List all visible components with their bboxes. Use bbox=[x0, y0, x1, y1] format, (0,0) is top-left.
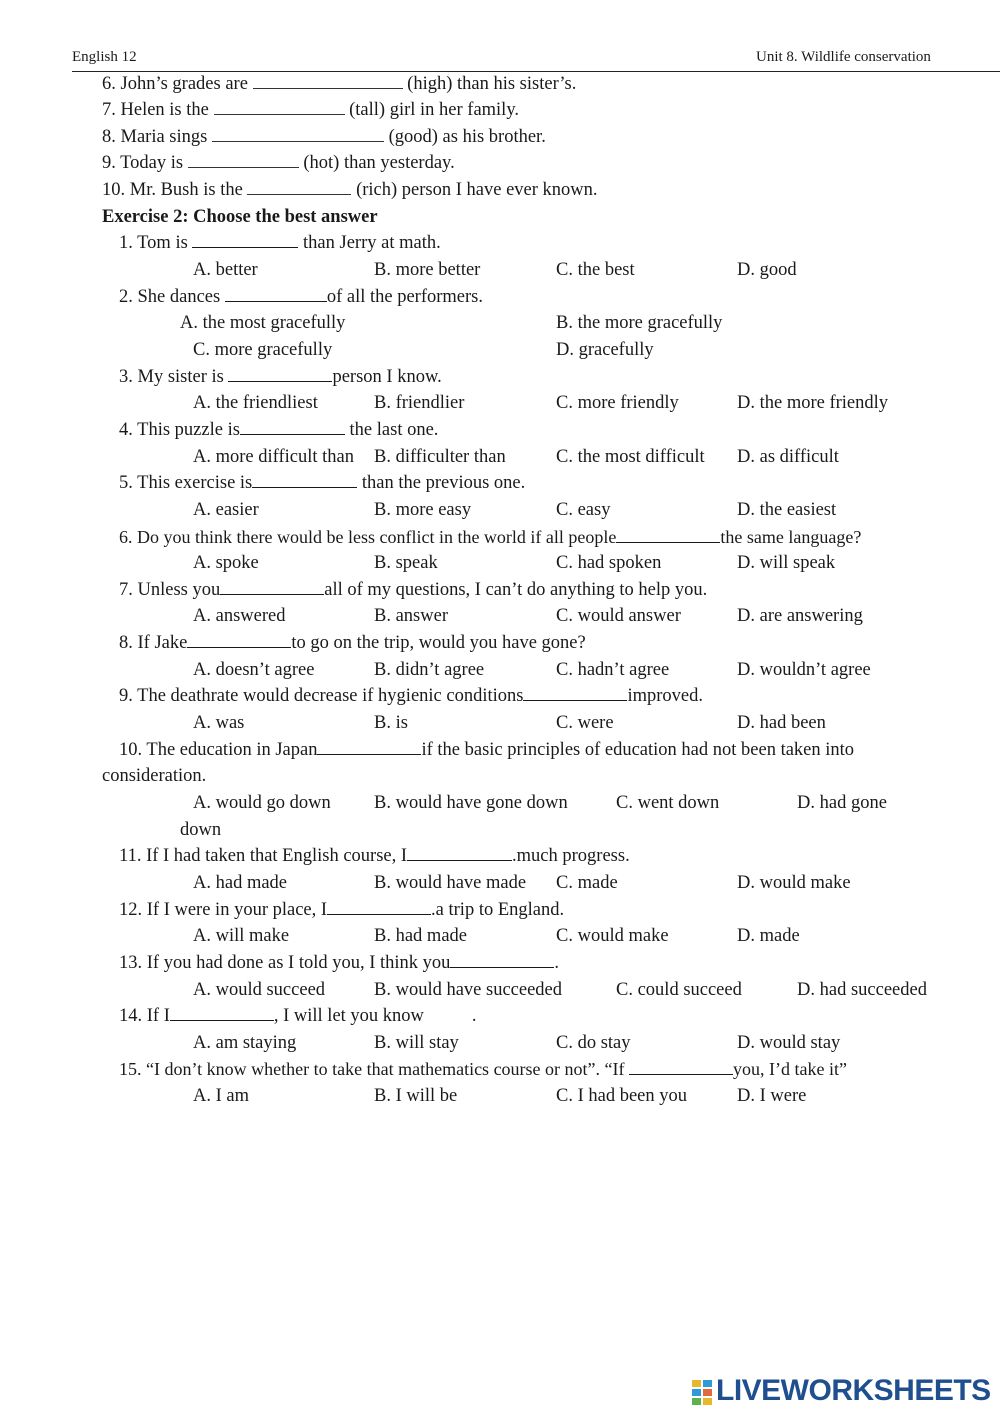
answer-blank[interactable] bbox=[247, 179, 351, 195]
option-c[interactable]: C. easy bbox=[556, 500, 611, 520]
option-c[interactable]: C. do stay bbox=[556, 1033, 631, 1053]
answer-blank[interactable] bbox=[252, 472, 357, 488]
answer-blank[interactable] bbox=[188, 152, 299, 168]
option-b[interactable]: B. I will be bbox=[374, 1086, 458, 1106]
question-5: 5. This exercise is than the previous one. bbox=[119, 473, 526, 493]
question-12: 12. If I were in your place, I .a trip to England. bbox=[119, 900, 565, 920]
option-d-wrap: down bbox=[180, 820, 222, 840]
answer-blank[interactable] bbox=[220, 579, 324, 595]
option-a[interactable]: A. the friendliest bbox=[193, 393, 318, 413]
question-1: 1. Tom is than Jerry at math. bbox=[119, 233, 441, 253]
ex1-item-8: 8. Maria sings (good) as his brother. bbox=[102, 127, 546, 147]
answer-blank[interactable] bbox=[228, 366, 332, 382]
answer-blank[interactable] bbox=[327, 899, 431, 915]
answer-blank[interactable] bbox=[407, 845, 512, 861]
option-c[interactable]: C. were bbox=[556, 713, 614, 733]
option-a[interactable]: A. am staying bbox=[193, 1033, 297, 1053]
answer-blank[interactable] bbox=[214, 99, 345, 115]
question-9: 9. The deathrate would decrease if hygienic conditions improved. bbox=[119, 686, 703, 706]
header-unit: Unit 8. Wildlife conservation bbox=[756, 49, 931, 65]
option-d[interactable]: D. gracefully bbox=[556, 340, 654, 360]
header-divider bbox=[72, 71, 1000, 72]
answer-blank[interactable] bbox=[317, 739, 421, 755]
option-a[interactable]: A. would go down bbox=[193, 793, 331, 813]
option-c[interactable]: C. more gracefully bbox=[193, 340, 333, 360]
option-d[interactable]: D. would stay bbox=[737, 1033, 841, 1053]
option-c[interactable]: C. went down bbox=[616, 793, 720, 813]
question-4: 4. This puzzle is the last one. bbox=[119, 420, 439, 440]
question-14: 14. If I , I will let you know . bbox=[119, 1006, 477, 1026]
question-10: 10. The education in Japan if the basic principles of education had not been taken into bbox=[119, 740, 855, 760]
option-c[interactable]: C. would make bbox=[556, 926, 669, 946]
option-c[interactable]: C. the best bbox=[556, 260, 635, 280]
option-c[interactable]: C. hadn’t agree bbox=[556, 660, 670, 680]
answer-blank[interactable] bbox=[629, 1059, 733, 1075]
option-a[interactable]: A. will make bbox=[193, 926, 290, 946]
answer-blank[interactable] bbox=[170, 1005, 274, 1021]
option-c[interactable]: C. had spoken bbox=[556, 553, 662, 573]
answer-blank[interactable] bbox=[253, 73, 403, 89]
option-a[interactable]: A. easier bbox=[193, 500, 259, 520]
option-d[interactable]: D. made bbox=[737, 926, 800, 946]
option-b[interactable]: B. had made bbox=[374, 926, 467, 946]
ex1-item-10: 10. Mr. Bush is the (rich) person I have ever known. bbox=[102, 180, 598, 200]
option-a[interactable]: A. had made bbox=[193, 873, 288, 893]
option-a[interactable]: A. spoke bbox=[193, 553, 259, 573]
liveworksheets-logo bbox=[692, 1375, 991, 1407]
option-d[interactable]: D. had been bbox=[737, 713, 826, 733]
question-15: 15. “I don’t know whether to take that mathematics course or not”. “If you, I’d take it” bbox=[119, 1059, 847, 1079]
option-d[interactable]: D. the more friendly bbox=[737, 393, 889, 413]
answer-blank[interactable] bbox=[616, 527, 720, 543]
answer-blank[interactable] bbox=[192, 232, 298, 248]
option-b[interactable]: B. will stay bbox=[374, 1033, 459, 1053]
question-11: 11. If I had taken that English course, I .much progress. bbox=[119, 846, 630, 866]
option-b[interactable]: B. is bbox=[374, 713, 408, 733]
option-c[interactable]: C. could succeed bbox=[616, 980, 742, 1000]
answer-blank[interactable] bbox=[212, 126, 384, 142]
answer-blank[interactable] bbox=[225, 286, 327, 302]
answer-blank[interactable] bbox=[523, 685, 627, 701]
option-c[interactable]: C. made bbox=[556, 873, 618, 893]
option-b[interactable]: B. would have gone down bbox=[374, 793, 568, 813]
option-a[interactable]: A. more difficult than bbox=[193, 447, 354, 467]
option-d[interactable]: D. had succeeded bbox=[797, 980, 927, 1000]
question-3: 3. My sister is person I know. bbox=[119, 367, 442, 387]
option-c[interactable]: C. I had been you bbox=[556, 1086, 688, 1106]
option-a[interactable]: A. I am bbox=[193, 1086, 249, 1106]
option-b[interactable]: B. would have succeeded bbox=[374, 980, 563, 1000]
option-b[interactable]: B. didn’t agree bbox=[374, 660, 485, 680]
option-d[interactable]: D. would make bbox=[737, 873, 851, 893]
option-d[interactable]: D. had gone bbox=[797, 793, 887, 813]
option-d[interactable]: D. I were bbox=[737, 1086, 807, 1106]
option-b[interactable]: B. speak bbox=[374, 553, 438, 573]
answer-blank[interactable] bbox=[450, 952, 554, 968]
option-b[interactable]: B. answer bbox=[374, 606, 448, 626]
question-10-continuation: consideration. bbox=[102, 766, 207, 786]
header-subject: English 12 bbox=[72, 49, 137, 65]
option-d[interactable]: D. the easiest bbox=[737, 500, 837, 520]
question-7: 7. Unless you all of my questions, I can’t do anything to help you. bbox=[119, 580, 708, 600]
option-d[interactable]: D. good bbox=[737, 260, 797, 280]
option-d[interactable]: D. wouldn’t agree bbox=[737, 660, 871, 680]
option-d[interactable]: D. will speak bbox=[737, 553, 836, 573]
option-b[interactable]: B. would have made bbox=[374, 873, 527, 893]
question-6: 6. Do you think there would be less conflict in the world if all people the same language? bbox=[119, 527, 862, 547]
option-a[interactable]: A. answered bbox=[193, 606, 286, 626]
option-b[interactable]: B. friendlier bbox=[374, 393, 465, 413]
option-c[interactable]: C. more friendly bbox=[556, 393, 679, 413]
option-a[interactable]: A. better bbox=[193, 260, 258, 280]
option-d[interactable]: D. are answering bbox=[737, 606, 863, 626]
question-8: 8. If Jake to go on the trip, would you have gone? bbox=[119, 633, 586, 653]
answer-blank[interactable] bbox=[240, 419, 345, 435]
exercise-2-title: Exercise 2: Choose the best answer bbox=[102, 207, 378, 227]
liveworksheets-logo-icon bbox=[692, 1377, 714, 1405]
ex1-item-6: 6. John’s grades are (high) than his sister’s. bbox=[102, 74, 577, 94]
option-a[interactable]: A. was bbox=[193, 713, 245, 733]
liveworksheets-logo-text: LIVEWORKSHEETS bbox=[716, 1374, 991, 1407]
option-a[interactable]: A. would succeed bbox=[193, 980, 326, 1000]
option-b[interactable]: B. more better bbox=[374, 260, 481, 280]
option-b[interactable]: B. more easy bbox=[374, 500, 472, 520]
option-c[interactable]: C. would answer bbox=[556, 606, 681, 626]
question-13: 13. If you had done as I told you, I think you . bbox=[119, 953, 560, 973]
option-a[interactable]: A. the most gracefully bbox=[180, 313, 346, 333]
ex1-item-7: 7. Helen is the (tall) girl in her family. bbox=[102, 100, 519, 120]
question-2: 2. She dances of all the performers. bbox=[119, 287, 484, 307]
option-b[interactable]: B. the more gracefully bbox=[556, 313, 723, 333]
option-d[interactable]: D. as difficult bbox=[737, 447, 839, 467]
ex1-item-9: 9. Today is (hot) than yesterday. bbox=[102, 153, 455, 173]
answer-blank[interactable] bbox=[187, 632, 291, 648]
option-a[interactable]: A. doesn’t agree bbox=[193, 660, 315, 680]
option-b[interactable]: B. difficulter than bbox=[374, 447, 506, 467]
option-c[interactable]: C. the most difficult bbox=[556, 447, 705, 467]
